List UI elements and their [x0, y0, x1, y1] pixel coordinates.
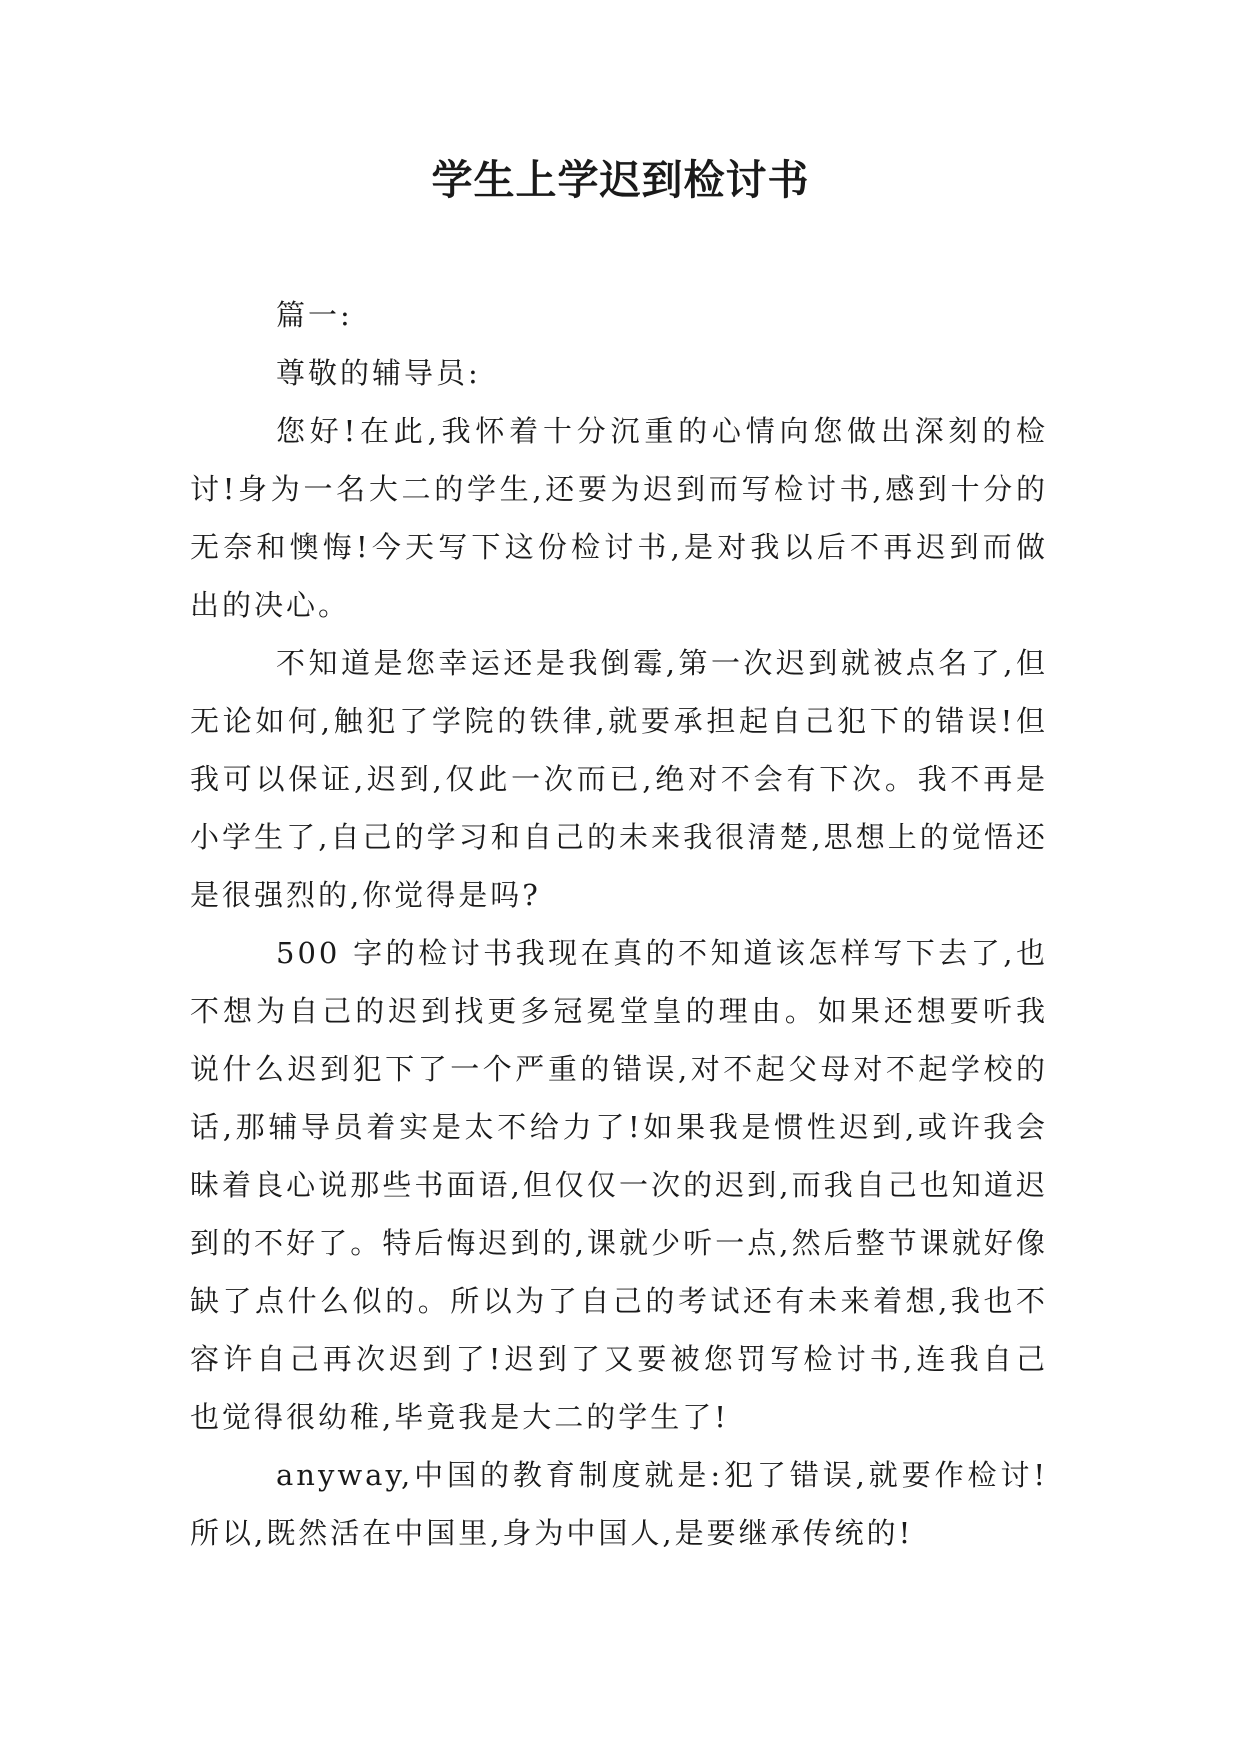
paragraph-1: 您好!在此,我怀着十分沉重的心情向您做出深刻的检讨!身为一名大二的学生,还要为迟到而写检讨书,感到十分的无奈和懊悔!今天写下这份检讨书,是对我以后不再迟到而做出的决心。 [190, 414, 1048, 622]
document-body [190, 286, 1048, 1562]
salutation: 尊敬的辅导员: [276, 356, 481, 390]
document-title: 学生上学迟到检讨书 [431, 156, 810, 204]
paragraph-2: 不知道是您幸运还是我倒霉,第一次迟到就被点名了,但无论如何,触犯了学院的铁律,就要承担起自己犯下的错误!但我可以保证,迟到,仅此一次而已,绝对不会有下次。我不再是小学生了,自己的学习和自己的未来我很清楚,思想上的觉悟还是很强烈的,你觉得是吗? [190, 646, 1048, 912]
section-label: 篇一: [276, 298, 353, 332]
paragraph-3: 500 字的检讨书我现在真的不知道该怎样写下去了,也不想为自己的迟到找更多冠冕堂皇的理由。如果还想要听我说什么迟到犯下了一个严重的错误,对不起父母对不起学校的话,那辅导员着实是太不给力了!如果我是惯性迟到,或许我会昧着良心说那些书面语,但仅仅一次的迟到,而我自己也知道迟到的不好了。特后悔迟到的,课就少听一点,然后整节课就好像缺了点什么似的。所以为了自己的考试还有未来着想,我也不容许自己再次迟到了!迟到了又要被您罚写检讨书,连我自己也觉得很幼稚,毕竟我是大二的学生了! [190, 936, 1048, 1434]
paragraph-4: anyway,中国的教育制度就是:犯了错误,就要作检讨!所以,既然活在中国里,身为中国人,是要继承传统的! [190, 1458, 1048, 1550]
